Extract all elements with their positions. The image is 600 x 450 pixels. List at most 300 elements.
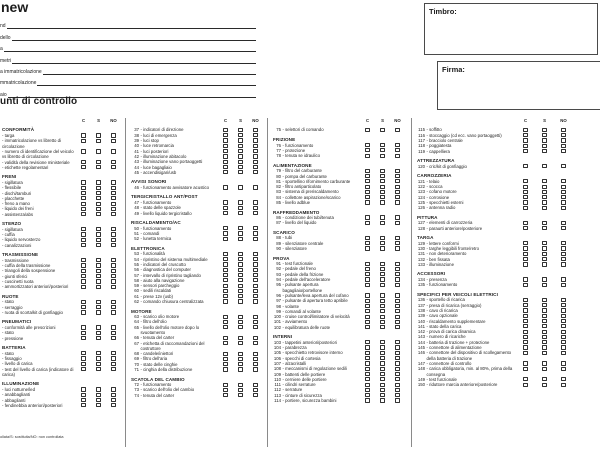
checkbox-s[interactable] (380, 367, 384, 371)
checkbox-s[interactable] (542, 195, 546, 199)
checkbox-no[interactable] (395, 241, 399, 245)
checkbox-s[interactable] (542, 185, 546, 189)
checkbox-c[interactable] (223, 226, 227, 230)
checkbox-c[interactable] (365, 293, 369, 297)
checkbox-no[interactable] (395, 154, 399, 158)
checkbox-s[interactable] (238, 160, 242, 164)
checkbox-s[interactable] (542, 361, 546, 365)
checkbox-no[interactable] (253, 341, 257, 345)
checkbox-c[interactable] (523, 335, 527, 339)
checkbox-c[interactable] (523, 185, 527, 189)
checkbox-c[interactable] (223, 144, 227, 148)
checkbox-no[interactable] (561, 128, 565, 132)
checkbox-no[interactable] (111, 165, 115, 169)
checkbox-c[interactable] (223, 138, 227, 142)
checkbox-c[interactable] (365, 393, 369, 397)
checkbox-c[interactable] (523, 179, 527, 183)
checkbox-no[interactable] (561, 319, 565, 323)
checkbox-c[interactable] (523, 221, 527, 225)
checkbox-c[interactable] (523, 206, 527, 210)
checkbox-s[interactable] (380, 320, 384, 324)
checkbox-s[interactable] (542, 335, 546, 339)
checkbox-no[interactable] (111, 387, 115, 391)
checkbox-s[interactable] (542, 221, 546, 225)
checkbox-c[interactable] (81, 274, 85, 278)
checkbox-c[interactable] (81, 325, 85, 329)
checkbox-no[interactable] (395, 267, 399, 271)
checkbox-c[interactable] (223, 252, 227, 256)
checkbox-no[interactable] (395, 299, 399, 303)
checkbox-s[interactable] (238, 336, 242, 340)
checkbox-no[interactable] (561, 185, 565, 189)
checkbox-s[interactable] (238, 170, 242, 174)
checkbox-no[interactable] (561, 345, 565, 349)
checkbox-s[interactable] (238, 284, 242, 288)
checkbox-c[interactable] (223, 388, 227, 392)
checkbox-no[interactable] (395, 340, 399, 344)
checkbox-no[interactable] (395, 169, 399, 173)
checkbox-c[interactable] (365, 320, 369, 324)
checkbox-s[interactable] (96, 238, 100, 242)
checkbox-no[interactable] (111, 263, 115, 267)
checkbox-no[interactable] (395, 179, 399, 183)
checkbox-s[interactable] (380, 143, 384, 147)
checkbox-s[interactable] (380, 200, 384, 204)
checkbox-s[interactable] (380, 195, 384, 199)
checkbox-s[interactable] (96, 398, 100, 402)
checkbox-no[interactable] (395, 351, 399, 355)
checkbox-s[interactable] (96, 387, 100, 391)
checkbox-c[interactable] (223, 170, 227, 174)
checkbox-c[interactable] (523, 298, 527, 302)
checkbox-no[interactable] (395, 277, 399, 281)
checkbox-c[interactable] (523, 319, 527, 323)
checkbox-c[interactable] (81, 367, 85, 371)
checkbox-c[interactable] (223, 206, 227, 210)
checkbox-s[interactable] (380, 393, 384, 397)
checkbox-s[interactable] (238, 252, 242, 256)
checkbox-c[interactable] (523, 241, 527, 245)
checkbox-s[interactable] (380, 340, 384, 344)
checkbox-s[interactable] (96, 212, 100, 216)
checkbox-s[interactable] (96, 186, 100, 190)
checkbox-c[interactable] (365, 398, 369, 402)
checkbox-no[interactable] (395, 195, 399, 199)
checkbox-c[interactable] (523, 345, 527, 349)
checkbox-c[interactable] (523, 190, 527, 194)
checkbox-no[interactable] (111, 207, 115, 211)
checkbox-no[interactable] (561, 138, 565, 142)
checkbox-no[interactable] (395, 361, 399, 365)
checkbox-s[interactable] (380, 377, 384, 381)
checkbox-s[interactable] (96, 207, 100, 211)
checkbox-s[interactable] (542, 206, 546, 210)
checkbox-no[interactable] (561, 361, 565, 365)
checkbox-no[interactable] (111, 393, 115, 397)
checkbox-s[interactable] (380, 148, 384, 152)
checkbox-s[interactable] (542, 241, 546, 245)
checkbox-no[interactable] (253, 294, 257, 298)
checkbox-no[interactable] (111, 227, 115, 231)
checkbox-s[interactable] (380, 190, 384, 194)
checkbox-c[interactable] (223, 262, 227, 266)
checkbox-no[interactable] (111, 258, 115, 262)
checkbox-c[interactable] (81, 238, 85, 242)
checkbox-no[interactable] (111, 191, 115, 195)
checkbox-no[interactable] (561, 252, 565, 256)
checkbox-no[interactable] (561, 277, 565, 281)
checkbox-s[interactable] (380, 246, 384, 250)
checkbox-c[interactable] (81, 227, 85, 231)
checkbox-s[interactable] (542, 345, 546, 349)
checkbox-c[interactable] (223, 341, 227, 345)
checkbox-no[interactable] (395, 272, 399, 276)
checkbox-s[interactable] (238, 226, 242, 230)
checkbox-c[interactable] (523, 257, 527, 261)
checkbox-no[interactable] (561, 257, 565, 261)
checkbox-c[interactable] (365, 340, 369, 344)
checkbox-c[interactable] (365, 262, 369, 266)
checkbox-s[interactable] (380, 351, 384, 355)
checkbox-no[interactable] (253, 289, 257, 293)
checkbox-c[interactable] (523, 340, 527, 344)
checkbox-c[interactable] (81, 310, 85, 314)
checkbox-no[interactable] (111, 279, 115, 283)
checkbox-s[interactable] (542, 257, 546, 261)
checkbox-no[interactable] (111, 362, 115, 366)
checkbox-c[interactable] (81, 191, 85, 195)
checkbox-c[interactable] (365, 195, 369, 199)
checkbox-no[interactable] (561, 314, 565, 318)
checkbox-s[interactable] (238, 185, 242, 189)
checkbox-no[interactable] (111, 232, 115, 236)
checkbox-s[interactable] (380, 267, 384, 271)
checkbox-no[interactable] (395, 393, 399, 397)
checkbox-no[interactable] (395, 325, 399, 329)
checkbox-no[interactable] (253, 252, 257, 256)
checkbox-s[interactable] (542, 179, 546, 183)
checkbox-c[interactable] (365, 283, 369, 287)
checkbox-no[interactable] (561, 206, 565, 210)
checkbox-s[interactable] (96, 196, 100, 200)
checkbox-c[interactable] (81, 300, 85, 304)
checkbox-s[interactable] (96, 279, 100, 283)
checkbox-c[interactable] (223, 185, 227, 189)
checkbox-s[interactable] (96, 227, 100, 231)
checkbox-c[interactable] (223, 284, 227, 288)
checkbox-c[interactable] (223, 357, 227, 361)
checkbox-s[interactable] (542, 340, 546, 344)
checkbox-s[interactable] (96, 362, 100, 366)
checkbox-s[interactable] (238, 320, 242, 324)
checkbox-no[interactable] (395, 190, 399, 194)
checkbox-s[interactable] (238, 352, 242, 356)
checkbox-c[interactable] (365, 221, 369, 225)
checkbox-no[interactable] (561, 377, 565, 381)
checkbox-c[interactable] (223, 133, 227, 137)
checkbox-c[interactable] (81, 149, 85, 153)
checkbox-s[interactable] (542, 133, 546, 137)
checkbox-c[interactable] (223, 336, 227, 340)
checkbox-c[interactable] (523, 133, 527, 137)
checkbox-c[interactable] (365, 383, 369, 387)
checkbox-no[interactable] (561, 324, 565, 328)
checkbox-s[interactable] (542, 277, 546, 281)
checkbox-no[interactable] (561, 179, 565, 183)
checkbox-no[interactable] (253, 357, 257, 361)
checkbox-s[interactable] (96, 133, 100, 137)
checkbox-no[interactable] (253, 226, 257, 230)
checkbox-no[interactable] (111, 285, 115, 289)
checkbox-c[interactable] (81, 258, 85, 262)
checkbox-no[interactable] (395, 262, 399, 266)
checkbox-s[interactable] (238, 257, 242, 261)
checkbox-s[interactable] (380, 277, 384, 281)
checkbox-s[interactable] (380, 304, 384, 308)
checkbox-c[interactable] (523, 200, 527, 204)
checkbox-no[interactable] (561, 335, 565, 339)
checkbox-c[interactable] (365, 185, 369, 189)
checkbox-c[interactable] (365, 351, 369, 355)
checkbox-c[interactable] (223, 278, 227, 282)
checkbox-s[interactable] (542, 226, 546, 230)
checkbox-no[interactable] (111, 269, 115, 273)
checkbox-c[interactable] (365, 169, 369, 173)
checkbox-no[interactable] (395, 315, 399, 319)
checkbox-c[interactable] (223, 362, 227, 366)
checkbox-c[interactable] (365, 148, 369, 152)
checkbox-c[interactable] (81, 263, 85, 267)
checkbox-no[interactable] (253, 206, 257, 210)
checkbox-s[interactable] (238, 289, 242, 293)
checkbox-no[interactable] (253, 268, 257, 272)
checkbox-s[interactable] (238, 383, 242, 387)
checkbox-c[interactable] (81, 356, 85, 360)
checkbox-s[interactable] (542, 383, 546, 387)
checkbox-s[interactable] (238, 268, 242, 272)
checkbox-c[interactable] (365, 241, 369, 245)
checkbox-c[interactable] (523, 314, 527, 318)
checkbox-no[interactable] (561, 298, 565, 302)
checkbox-c[interactable] (365, 128, 369, 132)
checkbox-s[interactable] (96, 269, 100, 273)
checkbox-no[interactable] (111, 305, 115, 309)
checkbox-no[interactable] (561, 383, 565, 387)
checkbox-s[interactable] (238, 262, 242, 266)
checkbox-no[interactable] (253, 237, 257, 241)
checkbox-c[interactable] (81, 398, 85, 402)
checkbox-s[interactable] (96, 165, 100, 169)
checkbox-s[interactable] (542, 144, 546, 148)
checkbox-s[interactable] (380, 361, 384, 365)
checkbox-no[interactable] (253, 393, 257, 397)
checkbox-no[interactable] (253, 211, 257, 215)
checkbox-no[interactable] (253, 154, 257, 158)
checkbox-c[interactable] (81, 269, 85, 273)
checkbox-no[interactable] (253, 320, 257, 324)
checkbox-c[interactable] (81, 336, 85, 340)
checkbox-c[interactable] (523, 252, 527, 256)
checkbox-no[interactable] (561, 133, 565, 137)
checkbox-c[interactable] (365, 356, 369, 360)
checkbox-s[interactable] (238, 165, 242, 169)
checkbox-c[interactable] (365, 143, 369, 147)
checkbox-no[interactable] (395, 398, 399, 402)
checkbox-no[interactable] (111, 367, 115, 371)
checkbox-s[interactable] (380, 372, 384, 376)
checkbox-c[interactable] (523, 164, 527, 168)
checkbox-c[interactable] (365, 246, 369, 250)
checkbox-c[interactable] (81, 207, 85, 211)
checkbox-no[interactable] (395, 143, 399, 147)
checkbox-no[interactable] (111, 186, 115, 190)
checkbox-c[interactable] (365, 179, 369, 183)
checkbox-no[interactable] (253, 165, 257, 169)
checkbox-c[interactable] (223, 315, 227, 319)
checkbox-c[interactable] (81, 133, 85, 137)
checkbox-no[interactable] (561, 262, 565, 266)
checkbox-s[interactable] (380, 215, 384, 219)
checkbox-c[interactable] (81, 393, 85, 397)
checkbox-c[interactable] (81, 202, 85, 206)
checkbox-s[interactable] (542, 164, 546, 168)
checkbox-s[interactable] (238, 211, 242, 215)
checkbox-s[interactable] (96, 232, 100, 236)
checkbox-c[interactable] (365, 236, 369, 240)
checkbox-s[interactable] (96, 305, 100, 309)
checkbox-s[interactable] (542, 314, 546, 318)
checkbox-no[interactable] (561, 340, 565, 344)
checkbox-c[interactable] (81, 305, 85, 309)
stamp-box[interactable] (424, 3, 598, 55)
checkbox-no[interactable] (253, 133, 257, 137)
checkbox-no[interactable] (253, 262, 257, 266)
checkbox-s[interactable] (542, 246, 546, 250)
checkbox-s[interactable] (238, 325, 242, 329)
checkbox-s[interactable] (542, 252, 546, 256)
checkbox-no[interactable] (395, 174, 399, 178)
checkbox-s[interactable] (380, 174, 384, 178)
checkbox-s[interactable] (96, 300, 100, 304)
checkbox-c[interactable] (223, 320, 227, 324)
checkbox-s[interactable] (96, 274, 100, 278)
checkbox-s[interactable] (238, 133, 242, 137)
checkbox-c[interactable] (223, 325, 227, 329)
checkbox-c[interactable] (365, 215, 369, 219)
checkbox-c[interactable] (223, 273, 227, 277)
checkbox-no[interactable] (111, 336, 115, 340)
checkbox-c[interactable] (365, 190, 369, 194)
checkbox-c[interactable] (223, 200, 227, 204)
checkbox-s[interactable] (238, 231, 242, 235)
checkbox-c[interactable] (523, 324, 527, 328)
checkbox-c[interactable] (523, 195, 527, 199)
checkbox-no[interactable] (395, 356, 399, 360)
checkbox-no[interactable] (395, 309, 399, 313)
checkbox-c[interactable] (81, 139, 85, 143)
checkbox-c[interactable] (523, 277, 527, 281)
checkbox-no[interactable] (561, 190, 565, 194)
checkbox-no[interactable] (111, 274, 115, 278)
checkbox-s[interactable] (238, 388, 242, 392)
checkbox-no[interactable] (253, 257, 257, 261)
checkbox-s[interactable] (542, 303, 546, 307)
checkbox-c[interactable] (81, 387, 85, 391)
checkbox-no[interactable] (253, 185, 257, 189)
checkbox-no[interactable] (111, 310, 115, 314)
checkbox-s[interactable] (238, 294, 242, 298)
checkbox-no[interactable] (253, 200, 257, 204)
checkbox-s[interactable] (238, 278, 242, 282)
checkbox-no[interactable] (561, 330, 565, 334)
checkbox-s[interactable] (238, 154, 242, 158)
checkbox-no[interactable] (111, 325, 115, 329)
checkbox-c[interactable] (523, 361, 527, 365)
checkbox-s[interactable] (238, 367, 242, 371)
checkbox-s[interactable] (96, 243, 100, 247)
checkbox-no[interactable] (395, 367, 399, 371)
checkbox-no[interactable] (111, 398, 115, 402)
checkbox-s[interactable] (380, 272, 384, 276)
checkbox-c[interactable] (223, 211, 227, 215)
checkbox-no[interactable] (395, 283, 399, 287)
checkbox-no[interactable] (561, 195, 565, 199)
checkbox-s[interactable] (96, 356, 100, 360)
checkbox-no[interactable] (253, 128, 257, 132)
checkbox-c[interactable] (523, 330, 527, 334)
checkbox-s[interactable] (542, 367, 546, 371)
checkbox-no[interactable] (561, 221, 565, 225)
checkbox-s[interactable] (380, 221, 384, 225)
checkbox-c[interactable] (365, 267, 369, 271)
checkbox-no[interactable] (395, 377, 399, 381)
checkbox-s[interactable] (96, 310, 100, 314)
checkbox-s[interactable] (96, 351, 100, 355)
checkbox-c[interactable] (81, 196, 85, 200)
checkbox-c[interactable] (365, 315, 369, 319)
checkbox-no[interactable] (561, 200, 565, 204)
checkbox-no[interactable] (561, 283, 565, 287)
checkbox-s[interactable] (96, 285, 100, 289)
checkbox-s[interactable] (238, 149, 242, 153)
checkbox-no[interactable] (111, 243, 115, 247)
checkbox-no[interactable] (253, 336, 257, 340)
checkbox-s[interactable] (238, 315, 242, 319)
checkbox-s[interactable] (380, 356, 384, 360)
checkbox-s[interactable] (238, 357, 242, 361)
checkbox-s[interactable] (542, 330, 546, 334)
checkbox-no[interactable] (253, 315, 257, 319)
checkbox-no[interactable] (561, 144, 565, 148)
checkbox-c[interactable] (223, 231, 227, 235)
checkbox-no[interactable] (395, 388, 399, 392)
checkbox-s[interactable] (542, 298, 546, 302)
checkbox-c[interactable] (223, 383, 227, 387)
checkbox-c[interactable] (523, 308, 527, 312)
checkbox-c[interactable] (365, 299, 369, 303)
checkbox-s[interactable] (96, 149, 100, 153)
checkbox-s[interactable] (542, 319, 546, 323)
checkbox-no[interactable] (111, 180, 115, 184)
checkbox-c[interactable] (523, 383, 527, 387)
checkbox-s[interactable] (96, 331, 100, 335)
checkbox-no[interactable] (111, 196, 115, 200)
checkbox-s[interactable] (542, 138, 546, 142)
checkbox-s[interactable] (542, 324, 546, 328)
checkbox-c[interactable] (223, 165, 227, 169)
checkbox-s[interactable] (380, 241, 384, 245)
checkbox-c[interactable] (81, 180, 85, 184)
